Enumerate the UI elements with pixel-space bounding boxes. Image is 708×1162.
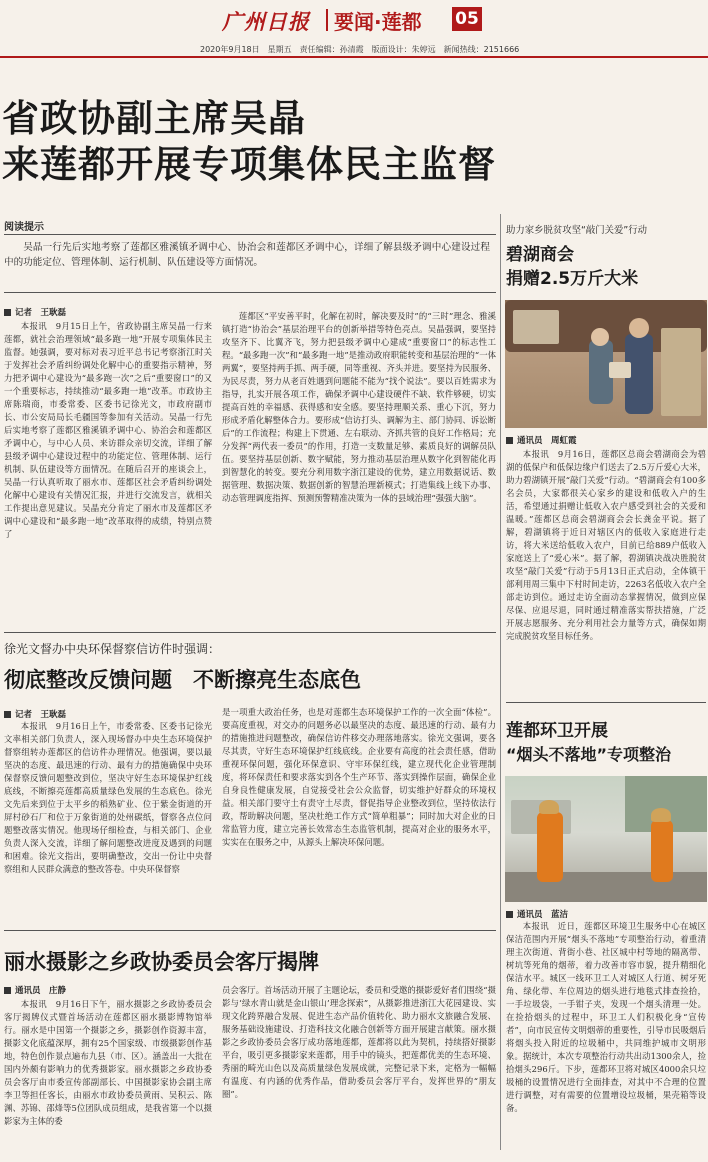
lead-headline-line1: 省政协副主席吴晶 — [2, 97, 306, 140]
byline-square-icon — [4, 987, 11, 994]
story5-byline — [506, 908, 568, 920]
story3-byline-text: 通讯员 庄静 — [15, 986, 67, 996]
photo-hat-left — [539, 800, 559, 814]
photo-head-right — [629, 318, 649, 338]
column-divider — [500, 214, 501, 1150]
photo-pavement — [505, 872, 707, 902]
story2-body-col2: 是一项重大政治任务，也是对莲都生态环境保护工作的一次全面“体检”。要高度重视，对交办的问题务必以最坚决的态度、最迅速的行动、最有力的措施推进问题整改，确保信访件移交办理落地落实。徐光文强调，要各尽其责，守好生态环境保护红线底线。企业要有高度的社会责任感，借助重视环保问题，强化环保意识、守牢环保红线，建立现代化企业管理制度，将环保责任和要求落实到各个生产环节、落实到操作层面，确保企业自身良性健康发展，自觉接受社会公众监督，切实维护好群众的环境权益。相关部门要守土有责守土尽责，督促指导企业整改到位，坚持依法行政，帮助解决问题，坚决杜绝工作方式“简单粗暴”；同时加大对企业的日常监管力度，建立完善长效常态生态监管机制，提高对企业的服务水平，实实在在服务之中，从源头上解决环保问题。 — [222, 707, 496, 847]
story3-byline — [4, 984, 66, 996]
story4-photo — [505, 300, 707, 428]
story3-top-rule — [4, 930, 496, 931]
lead-byline — [4, 306, 66, 318]
photo-hat-right — [651, 808, 671, 822]
story4-kicker: 助力家乡脱贫攻坚“敲门关爱”行动 — [506, 225, 647, 236]
story5-top-rule — [506, 702, 706, 703]
byline-square-icon — [4, 711, 11, 718]
masthead-rule — [0, 56, 708, 58]
story3-body-col1: 本报讯 9月16日下午，丽水摄影之乡政协委员会客厅揭牌仪式暨首场活动在莲都区丽水摄影博物馆举行。丽水是中国第一个摄影之乡，摄影创作资源丰富，摄影文化底蕴深厚，拥有25个国家级、市级摄影创作基地，特色创作景点遍布九县（市、区）。涵盖出一大批在国内外颇有影响力的优秀摄影家。丽水摄影之乡政协委员会客厅由市委宣传部副部长、中国摄影家协会副主席李卫等担任客长，由丽水市政协委员黄雨、吴积云、陈渊、苏锦、邵烽等5位团队成员组成，是我省第一个以摄影家为主体的委 — [4, 999, 212, 1126]
photo-worker-left — [537, 812, 563, 882]
photo-door — [661, 328, 701, 416]
page-number-badge: 05 — [452, 7, 482, 31]
story2-kicker: 徐光文督办中央环保督察信访件时强调： — [4, 642, 221, 656]
story2-headline: 彻底整改反馈问题 不断擦亮生态底色 — [4, 668, 361, 692]
lead-rule — [4, 234, 496, 235]
photo-worker-right — [651, 820, 673, 882]
story5-headline-line1: 莲都环卫开展 — [506, 721, 608, 741]
story4-headline-line1: 碧湖商会 — [506, 245, 574, 265]
story5-headline-line2: “烟头不落地”专项整治 — [506, 745, 672, 764]
lead-bottom-rule — [4, 292, 496, 293]
story5-body: 本报讯 近日，莲都区环境卫生服务中心在城区保洁范围内开展“烟头不落地”专项整治行动，着重清理主次街道、背街小巷、社区城中村等地的隔离带、树坑等死角的烟蒂，着力改善市容市貌，提升精细化保洁水平。城区一线环卫工人对城区人行道、树牙死角、绿化带、车位周边的烟头进行地毯式排查捡拾，一手垃圾袋，一手钳子夹，发现一个烟头清理一处。在捡拾烟头的过程中，环卫工人们积极化身“宣传者”，向市民宣传文明烟蒂的重要性，引导市民吸烟后将烟头投入附近的垃圾桶中，共同维护城市文明形象。据统计，本次专项整治行动共出动1300余人，捡拾烟头296斤。下步，莲都环卫将对城区4000余只垃圾桶的设置情况进行全面排查，对其中不合理的位置进行调整，对有需要的位置增设垃圾桶，果壳箱等设备。 — [506, 921, 706, 1113]
story4-headline-line2: 捐赠2.5万斤大米 — [506, 269, 639, 289]
story2-byline-text: 记者 王耿磊 — [15, 710, 67, 720]
byline-square-icon — [4, 309, 11, 316]
story2-byline — [4, 708, 66, 720]
story4-body: 本报讯 9月16日，莲都区总商会碧湖商会为碧湖的低保户和低保边缘户们送去了2.5万斤爱心大米，助力碧湖镇开展“敲门关爱”行动。“碧湖商会有100多名会员，大家都很关心家乡的建设和低收入户的生活，希望通过捐赠让低收入农户感受到社会的关爱和温暖。”莲都区总商会碧湖商会会长龚金平说。据了解，碧湖镇将于近日对辖区内的低收入家庭进行走访，将大米送给低收入农户，目前已给889户低收入家庭送上了“爱心米”。据了解，碧湖镇决战决胜脱贫攻坚“敲门关爱”行动于5月13日正式启动，全体镇干部利用周三集中下村时间走访，2263名低收入农户全部走访到位。通过走访全面动态掌握情况，做到应保尽保、应退尽退，同时通过精准落实帮扶措施，广泛开展志愿服务、充分利用社会力量等方式，确保如期完成脱贫攻坚目标任务。 — [506, 449, 706, 641]
story2-top-rule — [4, 632, 496, 633]
story5-photo — [505, 776, 707, 902]
section-title: 要闻·莲都 — [334, 10, 422, 34]
byline-square-icon — [506, 911, 513, 918]
byline-square-icon — [506, 437, 513, 444]
lead-body-col2: 莲都区“平安善平时，化解在初时，解决要及时”的“三时”理念、雅溪镇打造“协治会”基层治理平台的创新举措等特色亮点。吴晶强调，要坚持攻坚齐下、比翼齐飞，努力把县级矛调中心建成“重要窗口”的标志性工程。“最多跑一次”和“最多跑一地”是推动政府职能转变和基层治理的“一体两翼”，要坚持两手抓、两手硬，同等重视、齐头并进。要坚持为民服务、为民尽责，努力从老百姓遇到问题能不能为“找个说法”。要以百姓需求为指导，扎实开展各项工作，确保矛调中心建设硬件不缺、软件够硬，切实提高百姓的幸福感、获得感和安全感。要坚持理顺关系、重心下沉，努力形成矛盾化解整体合力。要形成“信访打头、调解为主、部门协同、诉讼断后”的工作流程；构建上下贯通、左右联动、齐抓共管的良好工作格局；充分发挥“两代表一委员”的作用，打造一支数量足够、素质良好的调解员队伍。要坚持基层创新、数字赋能，努力推动基层治理从数字化到智能化再到智慧化的转变。要充分利用数字浙江建设的优势，建立用数据说话、数据管理、数据决策、数据创新的智慧治理新模式；打造集线上线下办事、动态管理调度指挥、预测预警精准决策为一体的县域治理“强强大脑”。 — [222, 311, 496, 503]
story3-body-col2: 员会客厅。首场活动开展了主题论坛，委员和受邀的摄影爱好者们围绕“摄影与‘绿水青山就是金山银山’理念探索”，从摄影推进浙江大花园建设、实现文化跨界融合发展、促进生态产品价值转化、助力丽水文旅融合发展、服务基础设施建设、打造科技文化融合创新等方面开展建言献策。丽水摄影之乡政协委员会客厅成功落地莲都，莲都将以此为契机，持续搭好摄影平台，吸引更多摄影家来莲都，用手中的镜头，把莲都优美的生态环境、秀丽的畸光山色以及高质量绿色发展成就，完整记录下来，定格为一幅幅有温度、有内涵的优秀作品，借助委员会客厅平台，发挥世界的“朋友圈”。 — [222, 985, 496, 1099]
photo-head-left — [591, 328, 609, 346]
lead-headline-line2: 来莲都开展专项集体民主监督 — [2, 143, 496, 186]
photo-window — [513, 310, 559, 344]
issue-info-line: 2020年9月18日 星期五 责任编辑：孙清霞 版面设计：朱婷远 新闻热线：2151666 — [200, 45, 520, 54]
photo-rice-bag — [609, 362, 631, 378]
newspaper-logo: 广州日报 — [222, 9, 310, 34]
story3-headline: 丽水摄影之乡政协委员会客厅揭牌 — [4, 950, 319, 974]
lead-label: 阅读提示 — [4, 222, 44, 233]
story4-byline-text: 通讯员 周虹霞 — [517, 436, 577, 446]
masthead-divider — [326, 9, 328, 31]
lead-body-col1: 本报讯 9月15日上午，省政协副主席吴晶一行来莲都，就社会治理领域“最多跑一地”开展专项集体民主监督。她强调，要对标对表习近平总书记考察浙江时关于发挥社会矛盾纠纷调处化解中心的重要指示精神，努力把矛调中心建设为“最多跑一次”之后“重要窗口”的又一个重要标志，持续推动“最多跑一地”改革。市政协主席陈瑞商，市委常委、区委书记徐光文，市政府副市长、市公安局局长毛疆国等参加有关活动。吴晶一行先后实地考察了莲都区雅溪镇矛调中心、协治会和莲都区矛调中心，与中心人员、来访群众亲切交流，详细了解县级矛调中心建设过程中的功能定位、管理体制、运行机制、队伍建设等方面情况。在随后召开的座谈会上，吴晶一行认真听取了丽水市、莲都区社会矛盾纠纷调处化解中心建设有关情况汇报，并进行交流发言，就相关工作提出意见建议。吴晶充分肯定了丽水市及莲都区矛调中心建设和“最多跑一地”改革取得的成绩，特别点赞了 — [4, 321, 212, 539]
story5-byline-text: 通讯员 蓝洁 — [517, 910, 569, 920]
lead-summary: 吴晶一行先后实地考察了莲都区雅溪镇矛调中心、协治会和莲都区矛调中心，详细了解县级矛调中心建设过程中的功能定位、管理体制、运行机制、队伍建设等方面情况。 — [4, 242, 490, 268]
lead-byline-text: 记者 王耿磊 — [15, 308, 67, 318]
story2-body-col1: 本报讯 9月16日上午，市委常委、区委书记徐光文率相关部门负责人，深入现场督办中央生态环境保护督察组转办莲都区的信访件办理情况。他强调，要以最坚决的态度、最迅速的行动、最有力的措施确保中央环保督察反馈问题整改到位，坚决守好生态环境保护红线底线，不断擦亮莲都高质量绿色发展的生态底色。徐光文先后来到位于太平乡的稻熟矿业、位于紫金街道的开屏村砂石厂和位于万象街道的处州碳纸，督察各点位问题整改落实情况。他现场仔细检查，与相关部门、企业负责人深入交流，详细了解问题整改进度及遇到的问题和困难。徐光文指出，要明确整改，交出一份让中央督察组和人民群众满意的整改答卷。中央环保督察 — [4, 721, 212, 874]
story4-byline — [506, 434, 577, 446]
